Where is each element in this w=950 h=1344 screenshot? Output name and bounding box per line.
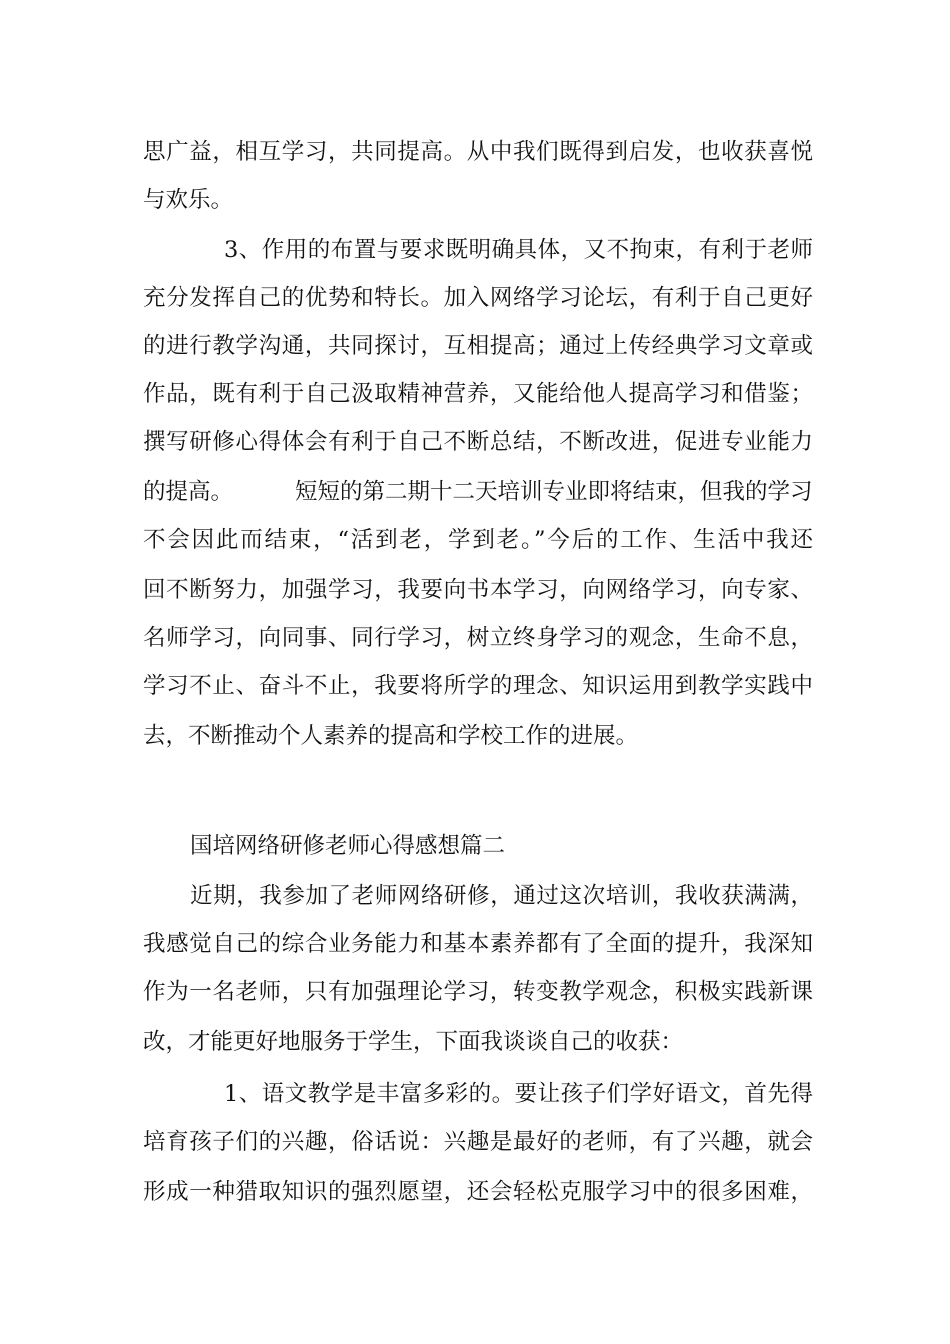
line-start-text: 的提高。: [143, 479, 234, 505]
paragraph-line: 名师学习，向同事、同行学习，树立终身学习的观念，生命不息，: [143, 625, 813, 651]
paragraph-line: 3、作用的布置与要求既明确具体，又不拘束，有利于老师: [224, 237, 813, 263]
paragraph-line: 不会因此而结束，“活到老，学到老。”今后的工作、生活中我还: [143, 527, 813, 553]
paragraph-line: 撰写研修心得体会有利于自己不断总结，不断改进，促进专业能力: [143, 429, 813, 455]
paragraph-line-with-break: [143, 468, 813, 516]
paragraph-line: 改，才能更好地服务于学生，下面我谈谈自己的收获：: [143, 1029, 684, 1055]
paragraph-line: 去，不断推动个人素养的提高和学校工作的进展。: [143, 723, 639, 749]
paragraph-line: 与欢乐。: [143, 187, 234, 213]
section-heading: 国培网络研修老师心得感想篇二: [190, 833, 506, 859]
paragraph-line: 学习不止、奋斗不止，我要将所学的理念、知识运用到教学实践中: [143, 673, 813, 699]
paragraph-line: 思广益，相互学习，共同提高。从中我们既得到启发，也收获喜悦: [143, 139, 813, 165]
paragraph-line: 作为一名老师，只有加强理论学习，转变教学观念，积极实践新课: [143, 979, 813, 1005]
paragraph-line: 作品，既有利于自己汲取精神营养，又能给他人提高学习和借鉴；: [143, 381, 813, 407]
paragraph-line: 近期，我参加了老师网络研修，通过这次培训，我收获满满，: [190, 883, 813, 909]
paragraph-line: 回不断努力，加强学习，我要向书本学习，向网络学习，向专家、: [143, 577, 813, 603]
paragraph-line: 形成一种猎取知识的强烈愿望，还会轻松克服学习中的很多困难，: [143, 1179, 813, 1205]
paragraph-line: 我感觉自己的综合业务能力和基本素养都有了全面的提升，我深知: [143, 931, 813, 957]
paragraph-line: 1、语文教学是丰富多彩的。要让孩子们学好语文，首先得: [224, 1081, 813, 1107]
paragraph-line: 培育孩子们的兴趣，俗话说：兴趣是最好的老师，有了兴趣，就会: [143, 1129, 813, 1155]
line-continued-text: 短短的第二期十二天培训专业即将结束，但我的学习: [295, 479, 813, 505]
paragraph-line: 的进行教学沟通，共同探讨，互相提高；通过上传经典学习文章或: [143, 333, 813, 359]
paragraph-line: 充分发挥自己的优势和特长。加入网络学习论坛，有利于自己更好: [143, 285, 813, 311]
